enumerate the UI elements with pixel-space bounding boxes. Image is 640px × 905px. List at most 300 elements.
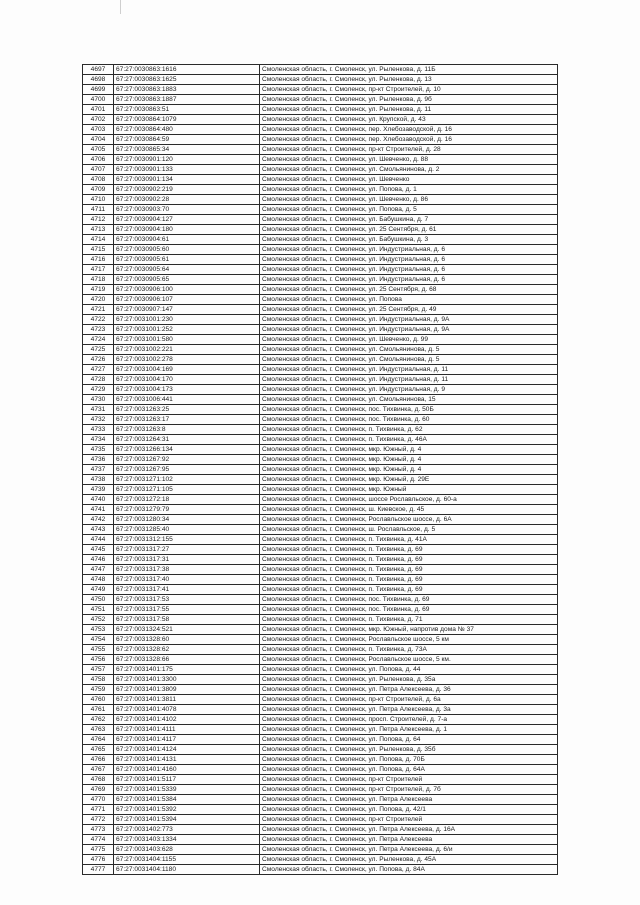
table-row [83, 245, 558, 255]
row-number: 4726 [83, 355, 114, 365]
cadastral-number: 67:27:0030863:1883 [114, 85, 260, 95]
table-row [83, 385, 558, 395]
address: Смоленская область, г. Смоленск, ш. Киевское, д. 45 [260, 505, 558, 515]
address: Смоленская область, г. Смоленск, Рославльское шоссе, 5 км. [260, 655, 558, 665]
address: Смоленская область, г. Смоленск, ул. Индустриальная, д. 9А [260, 325, 558, 335]
address: Смоленская область, г. Смоленск, ул. Смольянинова, д. 2 [260, 165, 558, 175]
row-number: 4759 [83, 685, 114, 695]
row-number: 4699 [83, 85, 114, 95]
row-number: 4744 [83, 535, 114, 545]
row-number: 4735 [83, 445, 114, 455]
table-row [83, 735, 558, 745]
cadastral-number: 67:27:0031401:3809 [114, 685, 260, 695]
table-row [83, 365, 558, 375]
cadastral-number: 67:27:0031401:3811 [114, 695, 260, 705]
address: Смоленская область, г. Смоленск, мкр. Южный, д. 4 [260, 465, 558, 475]
cadastral-number: 67:27:0031280:34 [114, 515, 260, 525]
cadastral-number: 67:27:0031312:155 [114, 535, 260, 545]
table-row [83, 485, 558, 495]
address: Смоленская область, г. Смоленск, шоссе Рославльское, д. 60-а [260, 495, 558, 505]
table-row [83, 135, 558, 145]
address: Смоленская область, г. Смоленск, п. Тихвинка, д. 71 [260, 615, 558, 625]
table-row [83, 75, 558, 85]
address: Смоленская область, г. Смоленск, п. Тихвинка, д. 69 [260, 585, 558, 595]
address: Смоленская область, г. Смоленск, ул. Индустриальная, д. 11 [260, 365, 558, 375]
table-row [83, 835, 558, 845]
table-row [83, 405, 558, 415]
address: Смоленская область, г. Смоленск, ул. Рыленкова, д. 35а [260, 675, 558, 685]
table-row [83, 255, 558, 265]
table-row [83, 305, 558, 315]
table-row [83, 545, 558, 555]
address: Смоленская область, г. Смоленск, п. Тихвинка, д. 46А [260, 435, 558, 445]
address: Смоленская область, г. Смоленск, пос. Тихвинка, д. 50Б [260, 405, 558, 415]
table-row [83, 295, 558, 305]
row-number: 4760 [83, 695, 114, 705]
address: Смоленская область, г. Смоленск, ул. 25 Сентября, д. 68 [260, 285, 558, 295]
address: Смоленская область, г. Смоленск, п. Тихвинка, д. 69 [260, 545, 558, 555]
table-row [83, 155, 558, 165]
row-number: 4749 [83, 585, 114, 595]
table-row [83, 815, 558, 825]
address: Смоленская область, г. Смоленск, мкр. Южный, д. 4 [260, 445, 558, 455]
table-row [83, 195, 558, 205]
address: Смоленская область, г. Смоленск, пр-кт Строителей [260, 815, 558, 825]
address: Смоленская область, г. Смоленск, ул. Смольянинова, д. 5 [260, 345, 558, 355]
table-row [83, 755, 558, 765]
cadastral-number: 67:27:0030901:134 [114, 175, 260, 185]
cadastral-number: 67:27:0031006:441 [114, 395, 260, 405]
cadastral-number: 67:27:0031263:17 [114, 415, 260, 425]
table-row [83, 425, 558, 435]
cadastral-number: 67:27:0031279:79 [114, 505, 260, 515]
table-row [83, 805, 558, 815]
address: Смоленская область, г. Смоленск, мкр. Южный, д. 29Е [260, 475, 558, 485]
cadastral-number: 67:27:0031004:169 [114, 365, 260, 375]
row-number: 4712 [83, 215, 114, 225]
row-number: 4753 [83, 625, 114, 635]
row-number: 4764 [83, 735, 114, 745]
row-number: 4718 [83, 275, 114, 285]
cadastral-number: 67:27:0031004:173 [114, 385, 260, 395]
table-row [83, 435, 558, 445]
row-number: 4751 [83, 605, 114, 615]
cadastral-number: 67:27:0030902:28 [114, 195, 260, 205]
table-row [83, 285, 558, 295]
address: Смоленская область, г. Смоленск, ул. Петра Алексеева, д. 36 [260, 685, 558, 695]
table-row [83, 675, 558, 685]
address: Смоленская область, г. Смоленск, ул. Попова, д. 44 [260, 665, 558, 675]
address: Смоленская область, г. Смоленск, мкр. Южный [260, 485, 558, 495]
address: Смоленская область, г. Смоленск, ул. Индустриальная, д. 6 [260, 255, 558, 265]
address: Смоленская область, г. Смоленск, ул. Попова, д. 64А [260, 765, 558, 775]
cadastral-number: 67:27:0031263:25 [114, 405, 260, 415]
cadastral-number: 67:27:0031324:521 [114, 625, 260, 635]
address: Смоленская область, г. Смоленск, пос. Тихвинка, д. 69 [260, 605, 558, 615]
table-row [83, 85, 558, 95]
address: Смоленская область, г. Смоленск, Рославльское шоссе, д. 6А [260, 515, 558, 525]
cadastral-number: 67:27:0031403:1334 [114, 835, 260, 845]
address: Смоленская область, г. Смоленск, ул. Попова, д. 1 [260, 185, 558, 195]
cadastral-number: 67:27:0030863:51 [114, 105, 260, 115]
table-row [83, 375, 558, 385]
table-row [83, 705, 558, 715]
table-row [83, 645, 558, 655]
row-number: 4772 [83, 815, 114, 825]
cadastral-number: 67:27:0030906:107 [114, 295, 260, 305]
row-number: 4702 [83, 115, 114, 125]
row-number: 4766 [83, 755, 114, 765]
address: Смоленская область, г. Смоленск, ул. Петра Алексеева, д. 16А [260, 825, 558, 835]
cadastral-number: 67:27:0031401:5392 [114, 805, 260, 815]
cadastral-number: 67:27:0030905:65 [114, 275, 260, 285]
cadastral-number: 67:27:0031401:5339 [114, 785, 260, 795]
cadastral-number: 67:27:0031404:1155 [114, 855, 260, 865]
row-number: 4707 [83, 165, 114, 175]
cadastral-number: 67:27:0031401:4102 [114, 715, 260, 725]
row-number: 4723 [83, 325, 114, 335]
row-number: 4746 [83, 555, 114, 565]
table-row [83, 205, 558, 215]
row-number: 4750 [83, 595, 114, 605]
table-row [83, 775, 558, 785]
cadastral-number: 67:27:0031002:221 [114, 345, 260, 355]
cadastral-number: 67:27:0031401:4160 [114, 765, 260, 775]
cadastral-number: 67:27:0031401:5117 [114, 775, 260, 785]
table-row [83, 175, 558, 185]
address: Смоленская область, г. Смоленск, мкр. Южный, д. 4 [260, 455, 558, 465]
registry-table-body [83, 65, 558, 875]
address: Смоленская область, г. Смоленск, ул. Смольянинова, д. 5 [260, 355, 558, 365]
cadastral-number: 67:27:0031317:53 [114, 595, 260, 605]
row-number: 4727 [83, 365, 114, 375]
cadastral-number: 67:27:0030863:1625 [114, 75, 260, 85]
table-row [83, 625, 558, 635]
address: Смоленская область, г. Смоленск, пр-кт Строителей, д. 10 [260, 85, 558, 95]
cadastral-number: 67:27:0031317:31 [114, 555, 260, 565]
address: Смоленская область, г. Смоленск, ул. Петра Алексеева, д. 3а [260, 705, 558, 715]
cadastral-number: 67:27:0030902:219 [114, 185, 260, 195]
table-row [83, 185, 558, 195]
row-number: 4740 [83, 495, 114, 505]
address: Смоленская область, г. Смоленск, ул. Петра Алексеева, д. 6/и [260, 845, 558, 855]
address: Смоленская область, г. Смоленск, ул. Рыленкова, д. 13 [260, 75, 558, 85]
cadastral-number: 67:27:0031272:18 [114, 495, 260, 505]
address: Смоленская область, г. Смоленск, ул. Бабушкина, д. 3 [260, 235, 558, 245]
row-number: 4762 [83, 715, 114, 725]
address: Смоленская область, г. Смоленск, п. Тихвинка, д. 69 [260, 555, 558, 565]
row-number: 4752 [83, 615, 114, 625]
address: Смоленская область, г. Смоленск, ул. Рыленкова, д. 9б [260, 95, 558, 105]
address: Смоленская область, г. Смоленск, Рославльское шоссе, 5 км [260, 635, 558, 645]
cadastral-number: 67:27:0030904:180 [114, 225, 260, 235]
table-row [83, 445, 558, 455]
row-number: 4761 [83, 705, 114, 715]
table-row [83, 465, 558, 475]
address: Смоленская область, г. Смоленск, ул. 25 Сентября, д. 49 [260, 305, 558, 315]
row-number: 4729 [83, 385, 114, 395]
address: Смоленская область, г. Смоленск, ул. Попова [260, 295, 558, 305]
address: Смоленская область, г. Смоленск, ул. Шевченко, д. 88 [260, 155, 558, 165]
table-row [83, 595, 558, 605]
table-row [83, 565, 558, 575]
row-number: 4700 [83, 95, 114, 105]
cadastral-number: 67:27:0031267:95 [114, 465, 260, 475]
row-number: 4736 [83, 455, 114, 465]
address: Смоленская область, г. Смоленск, ул. Рыленкова, д. 11 [260, 105, 558, 115]
table-row [83, 635, 558, 645]
address: Смоленская область, г. Смоленск, ул. Попова, д. 70Б [260, 755, 558, 765]
cadastral-number: 67:27:0031317:40 [114, 575, 260, 585]
cadastral-number: 67:27:0031317:41 [114, 585, 260, 595]
row-number: 4734 [83, 435, 114, 445]
table-row [83, 605, 558, 615]
table-row [83, 235, 558, 245]
address: Смоленская область, г. Смоленск, пос. Тихвинка, д. 60 [260, 415, 558, 425]
cadastral-number: 67:27:0031004:170 [114, 375, 260, 385]
cadastral-number: 67:27:0031402:773 [114, 825, 260, 835]
address: Смоленская область, г. Смоленск, ул. Шевченко [260, 175, 558, 185]
row-number: 4748 [83, 575, 114, 585]
cadastral-number: 67:27:0031002:278 [114, 355, 260, 365]
row-number: 4704 [83, 135, 114, 145]
table-row [83, 275, 558, 285]
table-row [83, 785, 558, 795]
table-row [83, 695, 558, 705]
table-row [83, 745, 558, 755]
table-row [83, 795, 558, 805]
table-row [83, 525, 558, 535]
table-row [83, 555, 558, 565]
row-number: 4732 [83, 415, 114, 425]
cadastral-number: 67:27:0031401:4117 [114, 735, 260, 745]
address: Смоленская область, г. Смоленск, ул. Индустриальная, д. 11 [260, 375, 558, 385]
row-number: 4743 [83, 525, 114, 535]
table-row [83, 395, 558, 405]
row-number: 4737 [83, 465, 114, 475]
row-number: 4715 [83, 245, 114, 255]
cadastral-number: 67:27:0031001:252 [114, 325, 260, 335]
cadastral-number: 67:27:0031271:102 [114, 475, 260, 485]
cadastral-number: 67:27:0031401:4111 [114, 725, 260, 735]
cadastral-number: 67:27:0030904:61 [114, 235, 260, 245]
cadastral-number: 67:27:0031263:8 [114, 425, 260, 435]
cadastral-number: 67:27:0031328:66 [114, 655, 260, 665]
row-number: 4757 [83, 665, 114, 675]
address: Смоленская область, г. Смоленск, мкр. Южный, напротив дома № 37 [260, 625, 558, 635]
cadastral-number: 67:27:0030901:120 [114, 155, 260, 165]
cadastral-number: 67:27:0031401:3300 [114, 675, 260, 685]
address: Смоленская область, г. Смоленск, ул. Попова, д. 64 [260, 735, 558, 745]
cadastral-number: 67:27:0031264:31 [114, 435, 260, 445]
row-number: 4769 [83, 785, 114, 795]
address: Смоленская область, г. Смоленск, ул. Крупской, д. 43 [260, 115, 558, 125]
table-row [83, 65, 558, 75]
cadastral-number: 67:27:0030905:61 [114, 255, 260, 265]
address: Смоленская область, г. Смоленск, п. Тихвинка, д. 73А [260, 645, 558, 655]
address: Смоленская область, г. Смоленск, пр-кт Строителей [260, 775, 558, 785]
row-number: 4755 [83, 645, 114, 655]
address: Смоленская область, г. Смоленск, п. Тихвинка, д. 69 [260, 565, 558, 575]
row-number: 4719 [83, 285, 114, 295]
address: Смоленская область, г. Смоленск, ш. Рославльское, д. 5 [260, 525, 558, 535]
table-row [83, 685, 558, 695]
table-row [83, 355, 558, 365]
row-number: 4708 [83, 175, 114, 185]
table-row [83, 315, 558, 325]
address: Смоленская область, г. Смоленск, просп. Строителей, д. 7-а [260, 715, 558, 725]
table-row [83, 125, 558, 135]
table-row [83, 665, 558, 675]
address: Смоленская область, г. Смоленск, пос. Тихвинка, д. 69 [260, 595, 558, 605]
cadastral-number: 67:27:0031317:55 [114, 605, 260, 615]
cadastral-number: 67:27:0031403:628 [114, 845, 260, 855]
address: Смоленская область, г. Смоленск, пер. Хлебозаводской, д. 16 [260, 135, 558, 145]
row-number: 4767 [83, 765, 114, 775]
address: Смоленская область, г. Смоленск, ул. Индустриальная, д. 9 [260, 385, 558, 395]
table-row [83, 325, 558, 335]
table-row [83, 415, 558, 425]
address: Смоленская область, г. Смоленск, ул. Попова, д. 42/1 [260, 805, 558, 815]
cadastral-number: 67:27:0030864:59 [114, 135, 260, 145]
address: Смоленская область, г. Смоленск, пр-кт Строителей, д. 28 [260, 145, 558, 155]
address: Смоленская область, г. Смоленск, ул. Индустриальная, д. 6 [260, 275, 558, 285]
table-row [83, 855, 558, 865]
table-row [83, 265, 558, 275]
table-row [83, 715, 558, 725]
table-row [83, 505, 558, 515]
scan-mark [120, 0, 121, 14]
row-number: 4775 [83, 845, 114, 855]
address: Смоленская область, г. Смоленск, ул. Индустриальная, д. 6 [260, 265, 558, 275]
row-number: 4738 [83, 475, 114, 485]
table-row [83, 115, 558, 125]
row-number: 4713 [83, 225, 114, 235]
table-row [83, 165, 558, 175]
cadastral-number: 67:27:0030907:147 [114, 305, 260, 315]
row-number: 4776 [83, 855, 114, 865]
cadastral-number: 67:27:0031401:5384 [114, 795, 260, 805]
table-row [83, 845, 558, 855]
table-row [83, 475, 558, 485]
cadastral-number: 67:27:0030903:70 [114, 205, 260, 215]
row-number: 4721 [83, 305, 114, 315]
row-number: 4698 [83, 75, 114, 85]
row-number: 4731 [83, 405, 114, 415]
row-number: 4705 [83, 145, 114, 155]
row-number: 4763 [83, 725, 114, 735]
row-number: 4756 [83, 655, 114, 665]
row-number: 4716 [83, 255, 114, 265]
cadastral-number: 67:27:0030863:1616 [114, 65, 260, 75]
table-row [83, 215, 558, 225]
address: Смоленская область, г. Смоленск, ул. Смольянинова, 15 [260, 395, 558, 405]
cadastral-number: 67:27:0031401:4131 [114, 755, 260, 765]
address: Смоленская область, г. Смоленск, ул. Попова, д. 84А [260, 865, 558, 875]
table-row [83, 585, 558, 595]
table-row [83, 495, 558, 505]
row-number: 4777 [83, 865, 114, 875]
address: Смоленская область, г. Смоленск, ул. Рыленкова, д. 45А [260, 855, 558, 865]
cadastral-number: 67:27:0030904:127 [114, 215, 260, 225]
row-number: 4730 [83, 395, 114, 405]
address: Смоленская область, г. Смоленск, пр-кт Строителей, д. 6а [260, 695, 558, 705]
table-row [83, 655, 558, 665]
address: Смоленская область, г. Смоленск, ул. Шевченко, д. 86 [260, 195, 558, 205]
cadastral-number: 67:27:0031001:580 [114, 335, 260, 345]
cadastral-number: 67:27:0030905:60 [114, 245, 260, 255]
table-row [83, 455, 558, 465]
table-row [83, 335, 558, 345]
cadastral-number: 67:27:0031317:38 [114, 565, 260, 575]
cadastral-number: 67:27:0031267:92 [114, 455, 260, 465]
table-row [83, 515, 558, 525]
row-number: 4714 [83, 235, 114, 245]
row-number: 4754 [83, 635, 114, 645]
table-row [83, 765, 558, 775]
row-number: 4733 [83, 425, 114, 435]
cadastral-number: 67:27:0030901:133 [114, 165, 260, 175]
row-number: 4725 [83, 345, 114, 355]
row-number: 4711 [83, 205, 114, 215]
row-number: 4710 [83, 195, 114, 205]
address: Смоленская область, г. Смоленск, пер. Хлебозаводской, д. 16 [260, 125, 558, 135]
cadastral-number: 67:27:0030865:34 [114, 145, 260, 155]
cadastral-number: 67:27:0031401:4078 [114, 705, 260, 715]
cadastral-number: 67:27:0031401:5394 [114, 815, 260, 825]
row-number: 4703 [83, 125, 114, 135]
address: Смоленская область, г. Смоленск, ул. Индустриальная, д. 6 [260, 245, 558, 255]
table-row [83, 615, 558, 625]
cadastral-number: 67:27:0031271:105 [114, 485, 260, 495]
cadastral-number: 67:27:0030906:100 [114, 285, 260, 295]
table-row [83, 535, 558, 545]
row-number: 4706 [83, 155, 114, 165]
row-number: 4773 [83, 825, 114, 835]
address: Смоленская область, г. Смоленск, п. Тихвинка, д. 69 [260, 575, 558, 585]
cadastral-number: 67:27:0031328:60 [114, 635, 260, 645]
address: Смоленская область, г. Смоленск, ул. Петра Алексеева [260, 795, 558, 805]
table-row [83, 95, 558, 105]
address: Смоленская область, г. Смоленск, ул. Индустриальная, д. 9А [260, 315, 558, 325]
row-number: 4747 [83, 565, 114, 575]
row-number: 4722 [83, 315, 114, 325]
row-number: 4768 [83, 775, 114, 785]
row-number: 4717 [83, 265, 114, 275]
row-number: 4697 [83, 65, 114, 75]
cadastral-number: 67:27:0031317:58 [114, 615, 260, 625]
registry-table [82, 64, 558, 875]
table-row [83, 825, 558, 835]
address: Смоленская область, г. Смоленск, п. Тихвинка, д. 62 [260, 425, 558, 435]
table-row [83, 225, 558, 235]
cadastral-number: 67:27:0031001:230 [114, 315, 260, 325]
table-row [83, 105, 558, 115]
table-row [83, 865, 558, 875]
cadastral-number: 67:27:0030864:1079 [114, 115, 260, 125]
address: Смоленская область, г. Смоленск, ул. Шевченко, д. 99 [260, 335, 558, 345]
row-number: 4758 [83, 675, 114, 685]
address: Смоленская область, г. Смоленск, ул. Попова, д. 5 [260, 205, 558, 215]
address: Смоленская область, г. Смоленск, ул. Рыленкова, д. 35б [260, 745, 558, 755]
address: Смоленская область, г. Смоленск, пр-кт Строителей, д. 7б [260, 785, 558, 795]
row-number: 4765 [83, 745, 114, 755]
cadastral-number: 67:27:0031401:4124 [114, 745, 260, 755]
row-number: 4728 [83, 375, 114, 385]
row-number: 4724 [83, 335, 114, 345]
address: Смоленская область, г. Смоленск, ул. Бабушкина, д. 7 [260, 215, 558, 225]
cadastral-number: 67:27:0030863:1887 [114, 95, 260, 105]
